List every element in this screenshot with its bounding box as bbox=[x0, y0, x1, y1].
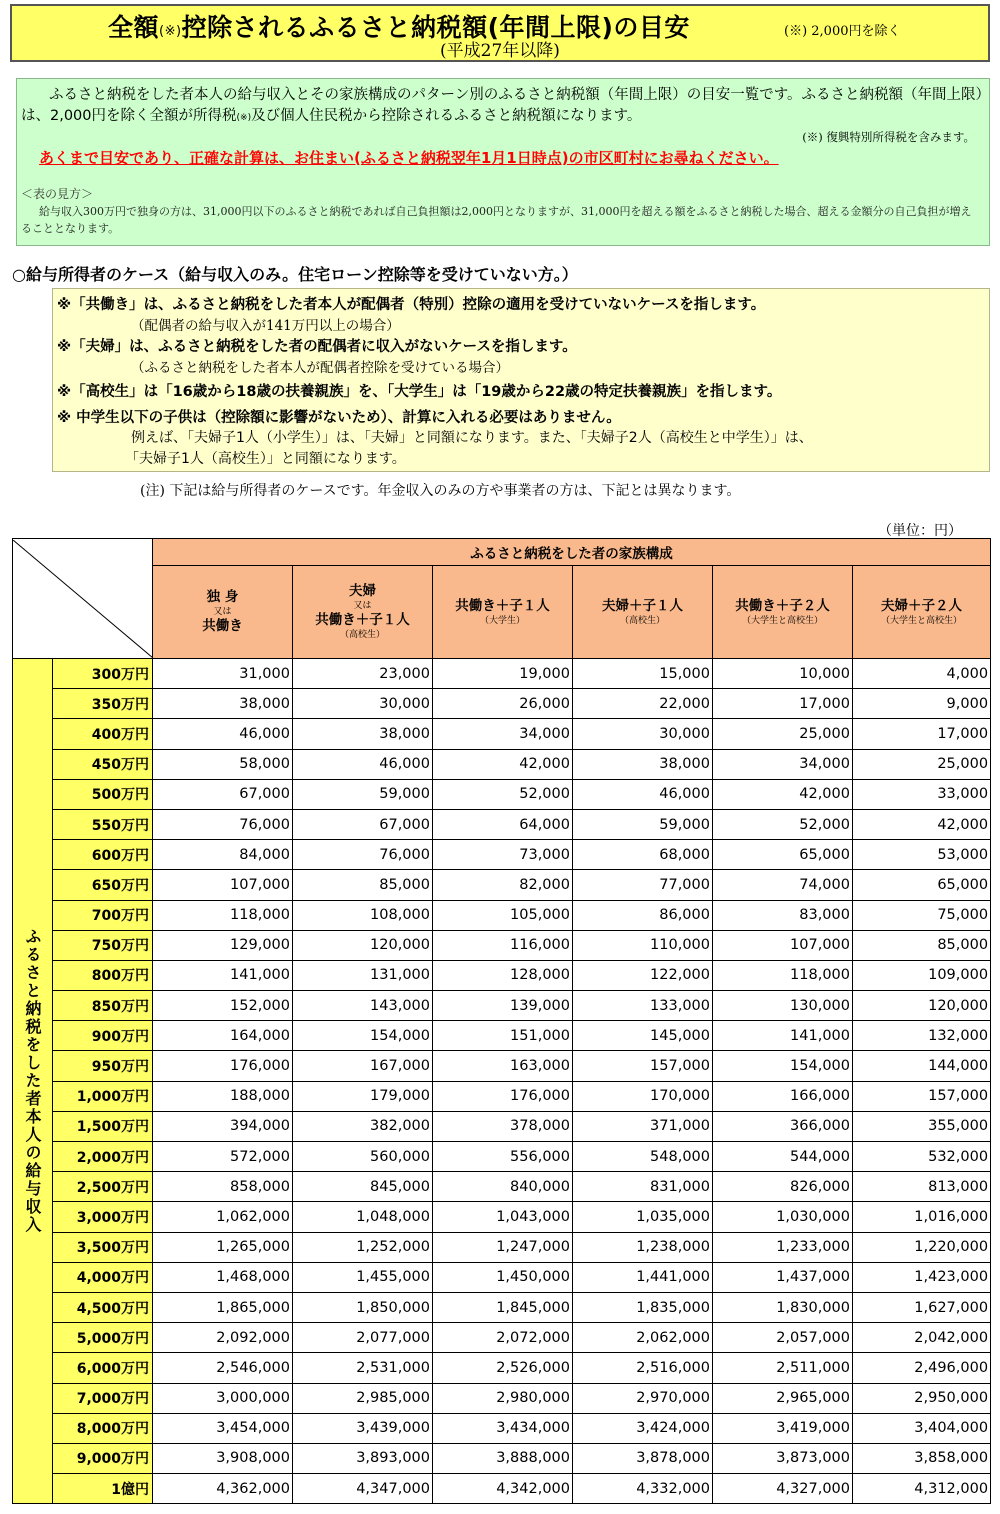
column-header-mid: 又は bbox=[353, 601, 372, 611]
value-cell: 1,035,000 bbox=[573, 1202, 713, 1232]
value-cell: 107,000 bbox=[713, 930, 853, 960]
value-cell: 166,000 bbox=[713, 1081, 853, 1111]
value-cell: 1,627,000 bbox=[853, 1292, 991, 1322]
column-header-6 bbox=[853, 566, 991, 659]
value-cell: 25,000 bbox=[853, 749, 991, 779]
value-cell: 10,000 bbox=[713, 659, 853, 689]
value-cell: 118,000 bbox=[713, 960, 853, 990]
value-cell: 42,000 bbox=[853, 809, 991, 839]
value-cell: 46,000 bbox=[293, 749, 433, 779]
table-row bbox=[13, 1202, 991, 1232]
value-cell: 179,000 bbox=[293, 1081, 433, 1111]
value-cell: 2,980,000 bbox=[433, 1383, 573, 1413]
table-row bbox=[13, 1292, 991, 1322]
value-cell: 4,362,000 bbox=[153, 1474, 293, 1504]
value-cell: 64,000 bbox=[433, 809, 573, 839]
value-cell: 42,000 bbox=[713, 779, 853, 809]
value-cell: 157,000 bbox=[853, 1081, 991, 1111]
column-header-note: （高校生） bbox=[339, 630, 385, 640]
value-cell: 4,312,000 bbox=[853, 1474, 991, 1504]
value-cell: 3,439,000 bbox=[293, 1413, 433, 1443]
table-row bbox=[13, 1383, 991, 1413]
value-cell: 548,000 bbox=[573, 1142, 713, 1172]
value-cell: 826,000 bbox=[713, 1172, 853, 1202]
value-cell: 82,000 bbox=[433, 870, 573, 900]
column-header-3 bbox=[433, 566, 573, 659]
value-cell: 143,000 bbox=[293, 991, 433, 1021]
table-row bbox=[13, 960, 991, 990]
value-cell: 25,000 bbox=[713, 719, 853, 749]
corner-diagonal bbox=[13, 540, 153, 658]
howto-body bbox=[21, 203, 981, 237]
income-cell: 6,000万円 bbox=[53, 1353, 153, 1383]
value-cell: 131,000 bbox=[293, 960, 433, 990]
income-cell: 800万円 bbox=[53, 960, 153, 990]
value-cell: 4,332,000 bbox=[573, 1474, 713, 1504]
income-cell: 7,000万円 bbox=[53, 1383, 153, 1413]
value-cell: 572,000 bbox=[153, 1142, 293, 1172]
value-cell: 118,000 bbox=[153, 900, 293, 930]
value-cell: 2,496,000 bbox=[853, 1353, 991, 1383]
note-1: ※「共働き」は、ふるさと納税をした者本人が配偶者（特別）控除の適用を受けていないケースを指します。 bbox=[57, 297, 766, 313]
value-cell: 3,419,000 bbox=[713, 1413, 853, 1443]
note-3: ※「高校生」は「16歳から18歳の扶養親族」を、「大学生」は「19歳から22歳の特定扶養親族」を指します。 bbox=[57, 384, 782, 400]
value-cell: 3,434,000 bbox=[433, 1413, 573, 1443]
value-cell: 167,000 bbox=[293, 1051, 433, 1081]
value-cell: 1,247,000 bbox=[433, 1232, 573, 1262]
table-row bbox=[13, 1081, 991, 1111]
table-row bbox=[13, 659, 991, 689]
column-header-bottom: 共働き＋子１人 bbox=[315, 612, 410, 628]
value-cell: 1,252,000 bbox=[293, 1232, 433, 1262]
column-header-note: （高校生） bbox=[619, 615, 665, 626]
table-row bbox=[13, 779, 991, 809]
value-cell: 532,000 bbox=[853, 1142, 991, 1172]
value-cell: 3,908,000 bbox=[153, 1443, 293, 1473]
value-cell: 128,000 bbox=[433, 960, 573, 990]
note-4: ※ 中学生以下の子供は（控除額に影響がないため）、計算に入れる必要はありません。 bbox=[57, 410, 621, 426]
title-part2: 控除されるふるさと納税額(年間上限)の目安 bbox=[181, 13, 690, 42]
table-row bbox=[13, 1323, 991, 1353]
value-cell: 2,985,000 bbox=[293, 1383, 433, 1413]
howto-title: ＜表の見方＞ bbox=[21, 187, 94, 201]
footnote: (注) 下記は給与所得者のケースです。年金収入のみの方や事業者の方は、下記とは異なります。 bbox=[140, 483, 741, 499]
value-cell: 2,965,000 bbox=[713, 1383, 853, 1413]
income-cell: 2,500万円 bbox=[53, 1172, 153, 1202]
intro-para1: ふるさと納税をした者本人の給与収入とその家族構成のパターン別のふるさと納税額（年間上限）の目安一覧です。ふるさと納税額（年間上限）は、2,000円を除く全額が所得税 bbox=[21, 87, 983, 124]
income-cell: 450万円 bbox=[53, 749, 153, 779]
value-cell: 382,000 bbox=[293, 1111, 433, 1141]
howto-text: 給与収入300万円で独身の方は、31,000円以下のふるさと納税であれば自己負担額は2,000円となりますが、31,000円を超える額をふるさと納税した場合、超える金額分の自己負担が増えることとなります。 bbox=[21, 205, 972, 235]
value-cell: 30,000 bbox=[573, 719, 713, 749]
table-body bbox=[13, 659, 991, 1504]
column-header-1 bbox=[153, 566, 293, 659]
title-mark: (※) bbox=[159, 24, 182, 39]
value-cell: 109,000 bbox=[853, 960, 991, 990]
value-cell: 4,327,000 bbox=[713, 1474, 853, 1504]
value-cell: 84,000 bbox=[153, 840, 293, 870]
value-cell: 1,468,000 bbox=[153, 1262, 293, 1292]
value-cell: 2,042,000 bbox=[853, 1323, 991, 1353]
table-row bbox=[13, 991, 991, 1021]
notes-box bbox=[52, 288, 990, 472]
value-cell: 1,441,000 bbox=[573, 1262, 713, 1292]
value-cell: 4,342,000 bbox=[433, 1474, 573, 1504]
table-row bbox=[13, 1051, 991, 1081]
value-cell: 1,835,000 bbox=[573, 1292, 713, 1322]
column-header-top: 夫婦＋子２人 bbox=[881, 597, 963, 614]
value-cell: 42,000 bbox=[433, 749, 573, 779]
income-cell: 500万円 bbox=[53, 779, 153, 809]
value-cell: 154,000 bbox=[713, 1051, 853, 1081]
value-cell: 2,092,000 bbox=[153, 1323, 293, 1353]
column-header-bottom: 共働き bbox=[202, 618, 243, 634]
table-row bbox=[13, 870, 991, 900]
value-cell: 59,000 bbox=[293, 779, 433, 809]
intro-mark: (※) bbox=[236, 113, 252, 123]
income-cell: 1億円 bbox=[53, 1474, 153, 1504]
value-cell: 86,000 bbox=[573, 900, 713, 930]
value-cell: 188,000 bbox=[153, 1081, 293, 1111]
income-cell: 5,000万円 bbox=[53, 1323, 153, 1353]
value-cell: 840,000 bbox=[433, 1172, 573, 1202]
row-group-header bbox=[13, 659, 53, 1504]
column-header-top: 共働き＋子２人 bbox=[735, 597, 830, 614]
value-cell: 1,233,000 bbox=[713, 1232, 853, 1262]
value-cell: 122,000 bbox=[573, 960, 713, 990]
value-cell: 2,950,000 bbox=[853, 1383, 991, 1413]
value-cell: 176,000 bbox=[433, 1081, 573, 1111]
value-cell: 1,016,000 bbox=[853, 1202, 991, 1232]
value-cell: 831,000 bbox=[573, 1172, 713, 1202]
income-cell: 1,500万円 bbox=[53, 1111, 153, 1141]
value-cell: 1,265,000 bbox=[153, 1232, 293, 1262]
value-cell: 544,000 bbox=[713, 1142, 853, 1172]
value-cell: 3,888,000 bbox=[433, 1443, 573, 1473]
value-cell: 1,437,000 bbox=[713, 1262, 853, 1292]
intro-warning: あくまで目安であり、正確な計算は、お住まい(ふるさと納税翌年1月1日時点)の市区町村にお尋ねください。 bbox=[39, 149, 779, 167]
value-cell: 132,000 bbox=[853, 1021, 991, 1051]
income-cell: 3,500万円 bbox=[53, 1232, 153, 1262]
table-row bbox=[13, 1353, 991, 1383]
table-row bbox=[13, 1172, 991, 1202]
value-cell: 133,000 bbox=[573, 991, 713, 1021]
value-cell: 2,970,000 bbox=[573, 1383, 713, 1413]
value-cell: 33,000 bbox=[853, 779, 991, 809]
value-cell: 52,000 bbox=[713, 809, 853, 839]
value-cell: 22,000 bbox=[573, 689, 713, 719]
income-cell: 3,000万円 bbox=[53, 1202, 153, 1232]
group-header: ふるさと納税をした者の家族構成 bbox=[153, 539, 991, 566]
value-cell: 1,030,000 bbox=[713, 1202, 853, 1232]
value-cell: 31,000 bbox=[153, 659, 293, 689]
note-2: ※「夫婦」は、ふるさと納税をした者の配偶者に収入がないケースを指します。 bbox=[57, 339, 577, 355]
intro-box bbox=[16, 78, 990, 246]
value-cell: 3,424,000 bbox=[573, 1413, 713, 1443]
income-cell: 700万円 bbox=[53, 900, 153, 930]
table-row bbox=[13, 900, 991, 930]
value-cell: 1,455,000 bbox=[293, 1262, 433, 1292]
note-4-sub1: 例えば、「夫婦子1人（小学生）」は、「夫婦」と同額になります。また、「夫婦子2人（高校生と中学生）」は、 bbox=[131, 430, 813, 446]
income-cell: 300万円 bbox=[53, 659, 153, 689]
value-cell: 394,000 bbox=[153, 1111, 293, 1141]
value-cell: 67,000 bbox=[293, 809, 433, 839]
value-cell: 3,454,000 bbox=[153, 1413, 293, 1443]
intro-paragraph bbox=[21, 85, 983, 129]
value-cell: 1,845,000 bbox=[433, 1292, 573, 1322]
column-header-top: 独 身 bbox=[206, 589, 239, 605]
value-cell: 75,000 bbox=[853, 900, 991, 930]
row-group-label: ふるさと納税をした者本人の給与収入 bbox=[23, 928, 42, 1235]
value-cell: 76,000 bbox=[153, 809, 293, 839]
intro-footnote: (※) 復興特別所得税を含みます。 bbox=[802, 130, 975, 144]
value-cell: 83,000 bbox=[713, 900, 853, 930]
column-header-top: 夫婦＋子１人 bbox=[602, 597, 683, 614]
intro-para2: 及び個人住民税から控除されるふるさと納税額になります。 bbox=[251, 108, 642, 124]
income-cell: 850万円 bbox=[53, 991, 153, 1021]
title-box bbox=[10, 4, 990, 62]
note-4-sub2: 「夫婦子1人（高校生）」と同額になります。 bbox=[125, 451, 406, 467]
column-header-top: 夫婦 bbox=[349, 583, 376, 599]
value-cell: 144,000 bbox=[853, 1051, 991, 1081]
value-cell: 17,000 bbox=[853, 719, 991, 749]
value-cell: 52,000 bbox=[433, 779, 573, 809]
value-cell: 53,000 bbox=[853, 840, 991, 870]
value-cell: 164,000 bbox=[153, 1021, 293, 1051]
value-cell: 120,000 bbox=[853, 991, 991, 1021]
title-part1: 全額 bbox=[108, 13, 160, 42]
table-row bbox=[13, 1142, 991, 1172]
value-cell: 26,000 bbox=[433, 689, 573, 719]
value-cell: 176,000 bbox=[153, 1051, 293, 1081]
column-header-mid: 又は bbox=[213, 607, 232, 617]
table-row bbox=[13, 930, 991, 960]
value-cell: 38,000 bbox=[153, 689, 293, 719]
table-row bbox=[13, 689, 991, 719]
value-cell: 38,000 bbox=[293, 719, 433, 749]
value-cell: 2,531,000 bbox=[293, 1353, 433, 1383]
value-cell: 139,000 bbox=[433, 991, 573, 1021]
value-cell: 378,000 bbox=[433, 1111, 573, 1141]
value-cell: 129,000 bbox=[153, 930, 293, 960]
value-cell: 371,000 bbox=[573, 1111, 713, 1141]
title-subtitle: (平成27年以降) bbox=[440, 41, 560, 61]
donation-table bbox=[12, 538, 991, 1504]
value-cell: 355,000 bbox=[853, 1111, 991, 1141]
case-heading: ○給与所得者のケース（給与収入のみ。住宅ローン控除等を受けていない方。） bbox=[12, 265, 578, 284]
value-cell: 151,000 bbox=[433, 1021, 573, 1051]
value-cell: 2,077,000 bbox=[293, 1323, 433, 1353]
value-cell: 813,000 bbox=[853, 1172, 991, 1202]
value-cell: 58,000 bbox=[153, 749, 293, 779]
value-cell: 3,873,000 bbox=[713, 1443, 853, 1473]
value-cell: 858,000 bbox=[153, 1172, 293, 1202]
income-cell: 9,000万円 bbox=[53, 1443, 153, 1473]
income-cell: 550万円 bbox=[53, 809, 153, 839]
value-cell: 65,000 bbox=[853, 870, 991, 900]
value-cell: 2,511,000 bbox=[713, 1353, 853, 1383]
column-header-note: （大学生と高校生） bbox=[741, 615, 823, 626]
column-header-4 bbox=[573, 566, 713, 659]
value-cell: 145,000 bbox=[573, 1021, 713, 1051]
value-cell: 1,048,000 bbox=[293, 1202, 433, 1232]
value-cell: 116,000 bbox=[433, 930, 573, 960]
column-header-row bbox=[13, 566, 991, 659]
value-cell: 1,238,000 bbox=[573, 1232, 713, 1262]
value-cell: 34,000 bbox=[713, 749, 853, 779]
value-cell: 154,000 bbox=[293, 1021, 433, 1051]
value-cell: 3,404,000 bbox=[853, 1413, 991, 1443]
value-cell: 366,000 bbox=[713, 1111, 853, 1141]
value-cell: 120,000 bbox=[293, 930, 433, 960]
table-row bbox=[13, 809, 991, 839]
income-cell: 1,000万円 bbox=[53, 1081, 153, 1111]
value-cell: 1,220,000 bbox=[853, 1232, 991, 1262]
value-cell: 46,000 bbox=[153, 719, 293, 749]
value-cell: 1,423,000 bbox=[853, 1262, 991, 1292]
value-cell: 1,043,000 bbox=[433, 1202, 573, 1232]
value-cell: 3,000,000 bbox=[153, 1383, 293, 1413]
table-corner bbox=[13, 539, 153, 659]
value-cell: 105,000 bbox=[433, 900, 573, 930]
income-cell: 8,000万円 bbox=[53, 1413, 153, 1443]
value-cell: 4,347,000 bbox=[293, 1474, 433, 1504]
value-cell: 157,000 bbox=[573, 1051, 713, 1081]
unit-label: （単位：円） bbox=[878, 523, 962, 539]
value-cell: 2,062,000 bbox=[573, 1323, 713, 1353]
income-cell: 650万円 bbox=[53, 870, 153, 900]
value-cell: 34,000 bbox=[433, 719, 573, 749]
table-row bbox=[13, 1413, 991, 1443]
value-cell: 38,000 bbox=[573, 749, 713, 779]
table-row bbox=[13, 1474, 991, 1504]
column-header-2 bbox=[293, 566, 433, 659]
value-cell: 59,000 bbox=[573, 809, 713, 839]
value-cell: 108,000 bbox=[293, 900, 433, 930]
value-cell: 17,000 bbox=[713, 689, 853, 719]
income-cell: 950万円 bbox=[53, 1051, 153, 1081]
income-cell: 4,500万円 bbox=[53, 1292, 153, 1322]
value-cell: 2,057,000 bbox=[713, 1323, 853, 1353]
table-row bbox=[13, 1262, 991, 1292]
value-cell: 556,000 bbox=[433, 1142, 573, 1172]
value-cell: 77,000 bbox=[573, 870, 713, 900]
income-cell: 400万円 bbox=[53, 719, 153, 749]
value-cell: 65,000 bbox=[713, 840, 853, 870]
table-row bbox=[13, 1111, 991, 1141]
table-row bbox=[13, 840, 991, 870]
table-row bbox=[13, 719, 991, 749]
value-cell: 1,830,000 bbox=[713, 1292, 853, 1322]
value-cell: 110,000 bbox=[573, 930, 713, 960]
value-cell: 15,000 bbox=[573, 659, 713, 689]
value-cell: 3,858,000 bbox=[853, 1443, 991, 1473]
value-cell: 73,000 bbox=[433, 840, 573, 870]
value-cell: 2,526,000 bbox=[433, 1353, 573, 1383]
income-cell: 2,000万円 bbox=[53, 1142, 153, 1172]
income-cell: 4,000万円 bbox=[53, 1262, 153, 1292]
value-cell: 68,000 bbox=[573, 840, 713, 870]
value-cell: 170,000 bbox=[573, 1081, 713, 1111]
value-cell: 74,000 bbox=[713, 870, 853, 900]
value-cell: 1,062,000 bbox=[153, 1202, 293, 1232]
value-cell: 1,850,000 bbox=[293, 1292, 433, 1322]
value-cell: 152,000 bbox=[153, 991, 293, 1021]
value-cell: 85,000 bbox=[853, 930, 991, 960]
title-note: (※) 2,000円を除く bbox=[784, 24, 901, 39]
column-header-note: （大学生と高校生） bbox=[881, 615, 963, 626]
table-row bbox=[13, 1021, 991, 1051]
value-cell: 30,000 bbox=[293, 689, 433, 719]
column-header-note: （大学生） bbox=[479, 615, 525, 626]
value-cell: 3,878,000 bbox=[573, 1443, 713, 1473]
value-cell: 141,000 bbox=[713, 1021, 853, 1051]
table-row bbox=[13, 1232, 991, 1262]
value-cell: 1,865,000 bbox=[153, 1292, 293, 1322]
value-cell: 23,000 bbox=[293, 659, 433, 689]
value-cell: 67,000 bbox=[153, 779, 293, 809]
value-cell: 2,072,000 bbox=[433, 1323, 573, 1353]
value-cell: 2,516,000 bbox=[573, 1353, 713, 1383]
value-cell: 2,546,000 bbox=[153, 1353, 293, 1383]
table-row bbox=[13, 749, 991, 779]
value-cell: 845,000 bbox=[293, 1172, 433, 1202]
column-header-5 bbox=[713, 566, 853, 659]
value-cell: 560,000 bbox=[293, 1142, 433, 1172]
income-cell: 900万円 bbox=[53, 1021, 153, 1051]
value-cell: 130,000 bbox=[713, 991, 853, 1021]
note-1-sub: （配偶者の給与収入が141万円以上の場合） bbox=[131, 318, 400, 334]
column-header-top: 共働き＋子１人 bbox=[455, 597, 550, 614]
income-cell: 750万円 bbox=[53, 930, 153, 960]
table-row bbox=[13, 1443, 991, 1473]
value-cell: 107,000 bbox=[153, 870, 293, 900]
value-cell: 141,000 bbox=[153, 960, 293, 990]
income-cell: 600万円 bbox=[53, 840, 153, 870]
value-cell: 1,450,000 bbox=[433, 1262, 573, 1292]
value-cell: 19,000 bbox=[433, 659, 573, 689]
value-cell: 85,000 bbox=[293, 870, 433, 900]
income-cell: 350万円 bbox=[53, 689, 153, 719]
value-cell: 76,000 bbox=[293, 840, 433, 870]
value-cell: 3,893,000 bbox=[293, 1443, 433, 1473]
value-cell: 46,000 bbox=[573, 779, 713, 809]
value-cell: 9,000 bbox=[853, 689, 991, 719]
note-2-sub: （ふるさと納税をした者本人が配偶者控除を受けている場合） bbox=[131, 360, 509, 376]
value-cell: 163,000 bbox=[433, 1051, 573, 1081]
value-cell: 4,000 bbox=[853, 659, 991, 689]
